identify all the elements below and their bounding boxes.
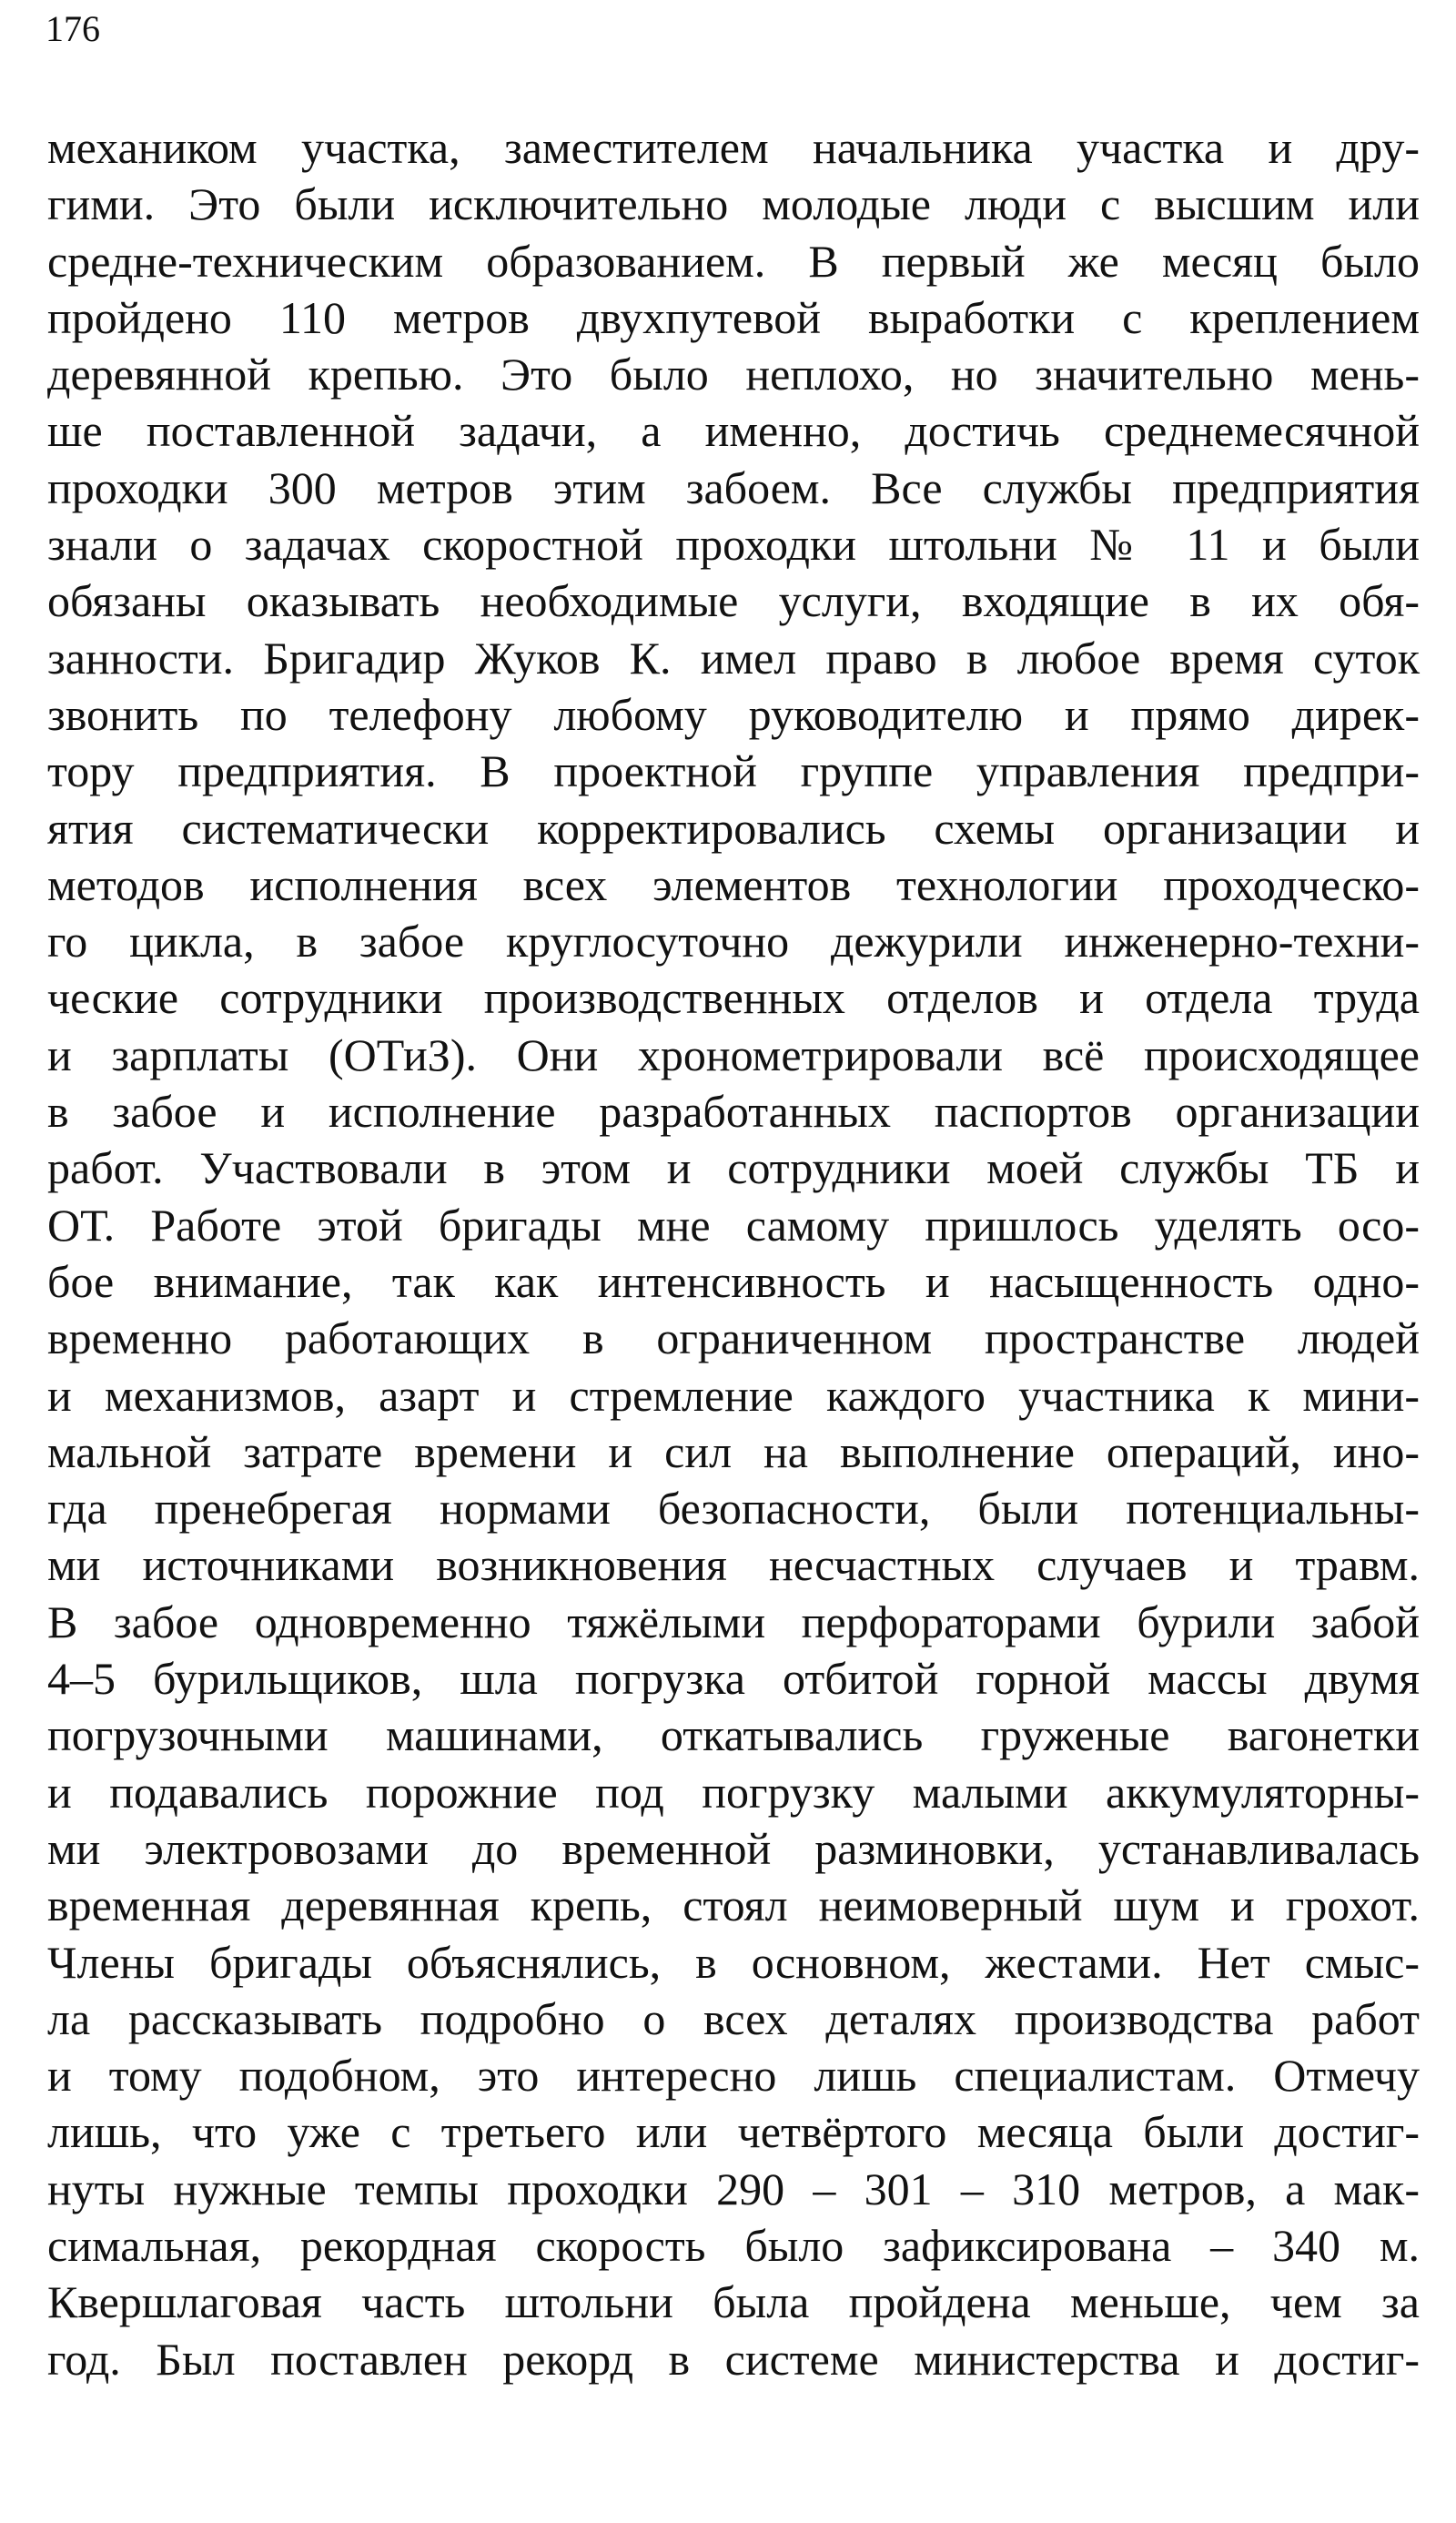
text-line: временно работающих в ограниченном пространстве людей [47, 1312, 1420, 1364]
text-line: ми электровозами до временной разминовки, устанавливалась [47, 1822, 1420, 1874]
text-line: методов исполнения всех элементов технологии проходческо- [47, 858, 1420, 910]
text-line: гда пренебрегая нормами безопасности, были потенциальны- [47, 1483, 1420, 1535]
text-line: ше поставленной задачи, а именно, достичь среднемесячной [47, 405, 1420, 457]
text-line: симальная, рекордная скорость было зафиксирована – 340 м. [47, 2219, 1420, 2271]
text-line: год. Был поставлен рекорд в системе министерства и достиг- [47, 2333, 1420, 2385]
text-line: В забое одновременно тяжёлыми перфораторами бурили забой [47, 1596, 1420, 1647]
text-line: ми источниками возникновения несчастных случаев и травм. [47, 1539, 1420, 1591]
text-line: гими. Это были исключительно молодые люди с высшим или [47, 178, 1420, 230]
text-line: занности. Бригадир Жуков К. имел право в любое время суток [47, 632, 1420, 684]
text-line: и тому подобном, это интересно лишь специалистам. Отмечу [47, 2050, 1420, 2102]
text-line: знали о задачах скоростной проходки штольни № 11 и были [47, 519, 1420, 571]
text-line: звонить по телефону любому руководителю и прямо дирек- [47, 688, 1420, 740]
text-line: Члены бригады объяснялись, в основном, жестами. Нет смыс- [47, 1936, 1420, 1988]
text-line: мальной затрате времени и сил на выполнение операций, ино- [47, 1425, 1420, 1477]
text-line: средне-техническим образованием. В первый же месяц было [47, 235, 1420, 287]
text-line: пройдено 110 метров двухпутевой выработки с креплением [47, 291, 1420, 343]
text-line: проходки 300 метров этим забоем. Все службы предприятия [47, 461, 1420, 513]
text-line: нуты нужные темпы проходки 290 – 301 – 310 метров, а мак- [47, 2163, 1420, 2214]
text-line: Квершлаговая часть штольни была пройдена меньше, чем за [47, 2276, 1420, 2328]
text-line: 4–5 бурильщиков, шла погрузка отбитой горной массы двумя [47, 1653, 1420, 1705]
text-line: механиком участка, заместителем начальника участка и дру- [47, 122, 1420, 173]
text-line: и зарплаты (ОТиЗ). Они хронометрировали всё происходящее [47, 1028, 1420, 1080]
text-line: обязаны оказывать необходимые услуги, входящие в их обя- [47, 575, 1420, 627]
body-text [47, 119, 1420, 2387]
text-line: тору предприятия. В проектной группе управления предпри- [47, 745, 1420, 797]
text-line: го цикла, в забое круглосуточно дежурили инженерно-техни- [47, 916, 1420, 968]
text-line: ятия систематически корректировались схемы организации и [47, 802, 1420, 854]
text-line: в забое и исполнение разработанных паспортов организации [47, 1086, 1420, 1138]
page-number: 176 [46, 8, 100, 49]
text-line: бое внимание, так как интенсивность и насыщенность одно- [47, 1255, 1420, 1307]
text-line: временная деревянная крепь, стоял неимоверный шум и грохот. [47, 1880, 1420, 1931]
text-line: лишь, что уже с третьего или четвёртого месяца были достиг- [47, 2106, 1420, 2158]
text-line: и подавались порожние под погрузку малыми аккумуляторны- [47, 1766, 1420, 1818]
text-line: деревянной крепью. Это было неплохо, но значительно мень- [47, 349, 1420, 400]
text-line: работ. Участвовали в этом и сотрудники моей службы ТБ и [47, 1142, 1420, 1194]
text-line: ла рассказывать подробно о всех деталях производства работ [47, 1992, 1420, 2044]
text-line: ОТ. Работе этой бригады мне самому пришлось уделять осо- [47, 1199, 1420, 1251]
text-line: и механизмов, азарт и стремление каждого участника к мини- [47, 1369, 1420, 1421]
text-line: погрузочными машинами, откатывались груженые вагонетки [47, 1709, 1420, 1761]
text-line: ческие сотрудники производственных отделов и отдела труда [47, 972, 1420, 1024]
